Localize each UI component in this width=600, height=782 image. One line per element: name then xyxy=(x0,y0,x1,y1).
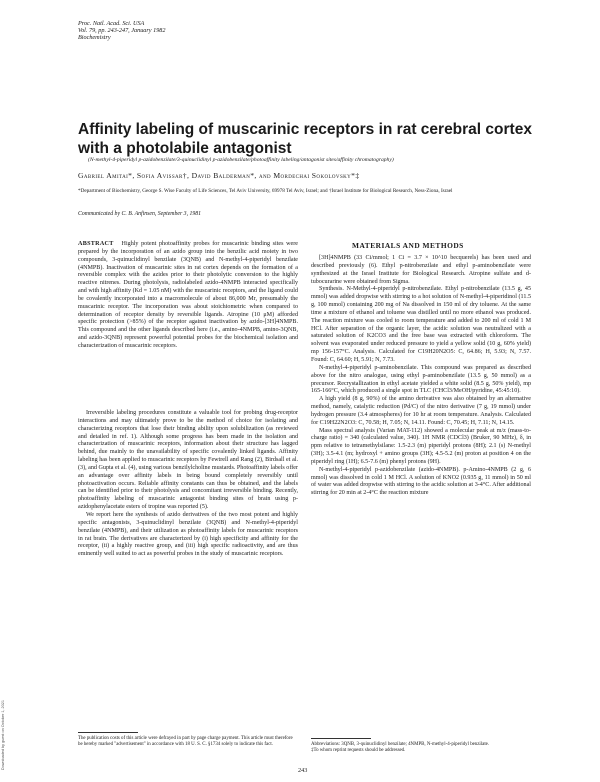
page-number: 243 xyxy=(298,767,308,774)
journal-section: Biochemistry xyxy=(78,34,111,42)
methods-paragraph-1: [3H]4NMPB (33 Ci/mmol; 1 Ci = 3.7 × 10^10 becquerels) has been used and described previously (6). Ethyl p-nitrobenzilate and ethyl p-aminobenzilate were synthesized at the Israel Institute for Biological Research. Atropine sulfate and d-tubocurarine were obtained from Sigma. xyxy=(311,255,531,285)
journal-header xyxy=(78,20,165,42)
page-charge-footnote: The publication costs of this article were defrayed in part by page charge payment. This article must therefore be hereby marked "advertisement" in accordance with 18 U. S. C. §1734 solely to indicate this fact. xyxy=(78,736,293,747)
authors: Gabriel Amitai*, Sofia Avissar†, David Balderman*, and Mordechai Sokolovsky*‡ xyxy=(78,171,360,180)
intro-paragraph-1: Irreversible labeling procedures constitute a valuable tool for probing drug-receptor interactions and may ultimately prove to be the method of choice for isolating and characterizing receptors that lose their binding ability upon solubilization (as reviewed and detailed in ref. 1). Although some progress has been made in the isolation and characterization of muscarinic receptors, information about their structure has lagged behind, due mainly to the unavailability of specific covalently linked ligands. Affinity labeling has been applied to muscarinic receptors by Fewtrell and Rang (2), Birdsall et al. (3), and Gupta et al. (4), using various benzilylcholine mustards. Photoaffinity labels offer an advantage over affinity labels in being bound completely reversibly until photoactivation occurs. Reliable affinity constants can thus be obtained, and the labels can be identified prior to their photolysis and concomitant irreversible binding. Recently, photoaffinity labeling of muscarinic antagonist binding sites of brain using p-azidophenylacetate esters of tropine was reported (5). xyxy=(78,410,298,511)
journal-name: Proc. Natl. Acad. Sci. USA xyxy=(78,20,145,27)
methods-paragraph-2: Synthesis. N-Methyl-4-piperidyl p-nitrobenzilate. Ethyl p-nitrobenzilate (13.5 g, 45 mmol) was added dropwise with stirring to a hot solution of N-methyl-4-piperidinol (11.5 g, 100 mmol) containing 200 mg of Na dissolved in 150 ml of dry toluene. At the same time a mixture of ethanol and toluene was distilled until no more ethanol was produced. The reaction mixture was cooled to room temperature and added to 200 ml of cold 1 M HCl. After separation of the organic layer, the acidic solution was neutralized with a saturated solution of K2CO3 and the free base was extracted with chloroform. The solvent was evaporated under reduced pressure to yield a yellow solid (10 g, 60% yield) mp 156-157°C. Analysis. Calculated for C19H20N2O5: C, 64.86; H, 5.93; N, 7.57. Found: C, 64.60; H, 5.91; N, 7.73. xyxy=(311,286,531,363)
methods-paragraph-6: N-methyl-4-piperidyl p-azidobenzilate (azido-4NMPB). p-Amino-4NMPB (2 g, 6 mmol) was dissolved in cold 1 M HCl. A solution of KNO2 (0.935 g, 11 mmol) in 50 ml of water was added dropwise with stirring to the acidic solution at 3-4°C. After additional stirring for 20 min at 2-4°C the reaction mixture xyxy=(311,466,531,497)
affiliation: *Department of Biochemistry, George S. Wise Faculty of Life Sciences, Tel Aviv University, 69978 Tel Aviv, Israel; and †Israel Institute for Biological Research, Ness-Ziona, Israel xyxy=(78,188,453,194)
reprint-note: ‡To whom reprint requests should be addressed. xyxy=(311,747,406,753)
methods-paragraph-5: Mass spectral analysis (Varian MAT-112) showed a molecular peak at m/z (mass-to-charge ratio) = 340 (calculated value, 340). 1H NMR (CDCl3) (Bruker, 90 MHz), δ, in ppm relative to tetramethylsilane: 1.5-2.3 (m) piperidyl protons (8H); 2.1 (s) N-methyl (3H); 3.5-4.1 (m; hydroxyl + amino groups (3H); 4.5-5.2 (m) proton at position 4 on the piperidyl ring (1H); 6.5-7.6 (m) phenyl protons (9H). xyxy=(311,427,531,465)
introduction xyxy=(78,410,298,559)
methods-heading: MATERIALS AND METHODS xyxy=(352,241,464,250)
abbreviations-footnote xyxy=(311,742,531,754)
methods-paragraph-3: N-methyl-4-piperidyl p-aminobenzilate. This compound was prepared as described above for the nitro analogue, using ethyl p-aminobenzilate (13.5 g, 50 mmol) as a precursor. Recrystallization in ethyl acetate yielded a white solid (8.5 g, 50% yield), mp 165-166°C, which produced a single spot in TLC (CHCl3/MeOH/pyridine, 45:45:10). xyxy=(311,364,531,395)
download-margin-note xyxy=(1,700,9,780)
download-note-text: Downloaded by guest on October 1, 2021 xyxy=(1,700,5,771)
abstract-heading: ABSTRACT xyxy=(78,241,114,247)
article-title: Affinity labeling of muscarinic receptors in rat cerebral cortex with a photolabile antagonist xyxy=(78,121,532,157)
abbreviations: Abbreviations: 3QNB, 3-quinuclidinyl benzilate; 4NMPB, N-methyl-4-piperidyl benzilate. xyxy=(311,742,490,747)
abbrev-rule xyxy=(311,738,371,739)
abstract-text: Highly potent photoaffinity probes for muscarinic binding sites were prepared by the incorporation of an azido group into the benzilic acid moiety in two compounds, 3-quinuclidinyl benzilate (3QNB) and N-methyl-4-piperidyl benzilate (4NMPB). Inactivation of muscarinic sites in rat cortex depends on the formation of a reversible complex with the azides prior to their photolytic conversion to the highly reactive nitrenes. During photolysis, radiolabeled azido-4NMPB interacted specifically and with high affinity (Kd = 1.05 nM) with the muscarinic receptors, and the ligand could be covalently incorporated into a macromolecule of about 86,000 Mr, presumably the muscarinic receptor. The incorporation was about stoichiometric when compared to determination of receptor density by reversible ligands. Atropine (10 μM) afforded specific protection (>85%) of the receptor against inactivation by azido-[3H]4NMPB. This compound and the other ligands described here (i.e., amino-4NMPB, amino-3QNB, and azido-3QNB) represent powerful potential probes for the biochemical isolation and characterization of muscarinic receptors. xyxy=(78,241,298,349)
journal-volume: Vol. 79, pp. 243-247, January 1982 xyxy=(78,27,166,35)
footnote-rule xyxy=(78,732,138,733)
communicated-by: Communicated by C. B. Anfinsen, September 3, 1981 xyxy=(78,211,202,217)
abstract-block xyxy=(78,241,298,351)
abstract-paragraph xyxy=(78,241,298,351)
keywords: (N-methyl-4-piperidyl p-azidobenzilate/3-quinuclidinyl p-azidobenzilate/photoaffinity labeling/antagonist sites/affinity chromatography) xyxy=(88,157,394,163)
methods-paragraph-4: A high yield (8 g, 90%) of the amino derivative was also obtained by an alternative method, namely, catalytic reduction (Pd/C) of the nitro derivative (7 g, 19 mmol) under hydrogen pressure (3.4 atmospheres) for 10 hr at room temperature. Analysis. Calculated for C19H22N2O3: C, 70.58; H, 7.05; N, 14.11. Found: C, 70.45; H, 7.11; N, 14.15. xyxy=(311,396,531,426)
intro-paragraph-2: We report here the synthesis of azido derivatives of the two most potent and highly specific antagonists, 3-quinuclidinyl benzilate (3QNB) and N-methyl-4-piperidyl benzilate (4NMPB), and their utilization as photoaffinity labels for muscarinic receptors in rat brain. The derivatives are characterized by (i) high specificity and affinity for the receptor, (ii) a highly reactive group, and (iii) high specific radioactivity, and are thus eminently well suited to act as powerful probes in the study of muscarinic receptors. xyxy=(78,511,298,558)
methods-body xyxy=(311,255,531,498)
